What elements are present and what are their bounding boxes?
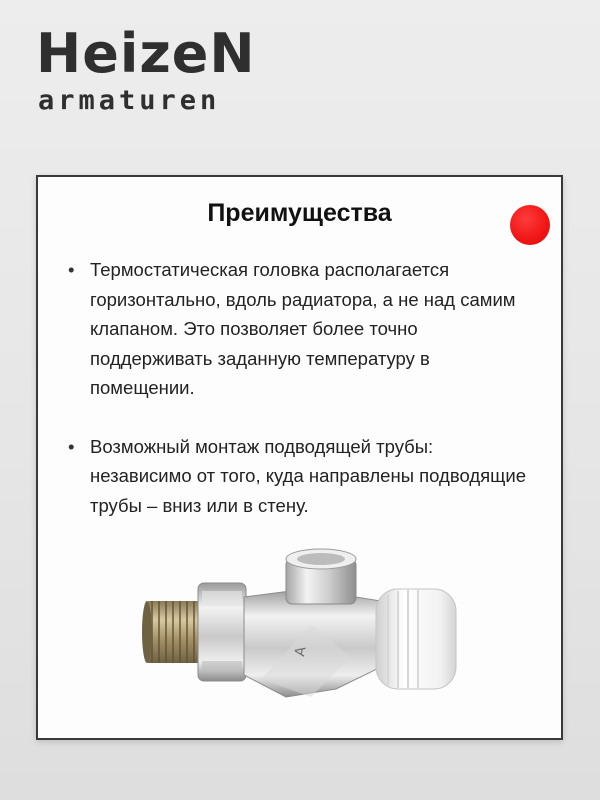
valve-image <box>136 539 466 719</box>
logo-brand-name: HeizeN <box>36 22 256 85</box>
red-dot-icon <box>510 205 550 245</box>
list-item <box>68 432 538 521</box>
valve-marking: A <box>292 645 310 658</box>
thread-end <box>142 601 201 663</box>
list-item <box>68 255 538 403</box>
list-item-text: Возможный монтаж подводящей трубы: независимо от того, куда направлены подводящие трубы – вниз или в стену. <box>90 435 526 516</box>
list-item-text: Термостатическая головка располагается горизонтально, вдоль радиатора, а не над самим клапаном. Это позволяет более точно поддерживать заданную температуру в помещении. <box>90 259 516 398</box>
bullet-icon: • <box>68 435 75 457</box>
brand-logo <box>36 24 276 114</box>
advantages-list <box>68 255 538 549</box>
bullet-icon: • <box>68 259 75 280</box>
logo-subtitle: armaturen <box>38 85 221 116</box>
card-title: Преимущества <box>207 199 392 227</box>
advantages-card <box>36 175 563 740</box>
